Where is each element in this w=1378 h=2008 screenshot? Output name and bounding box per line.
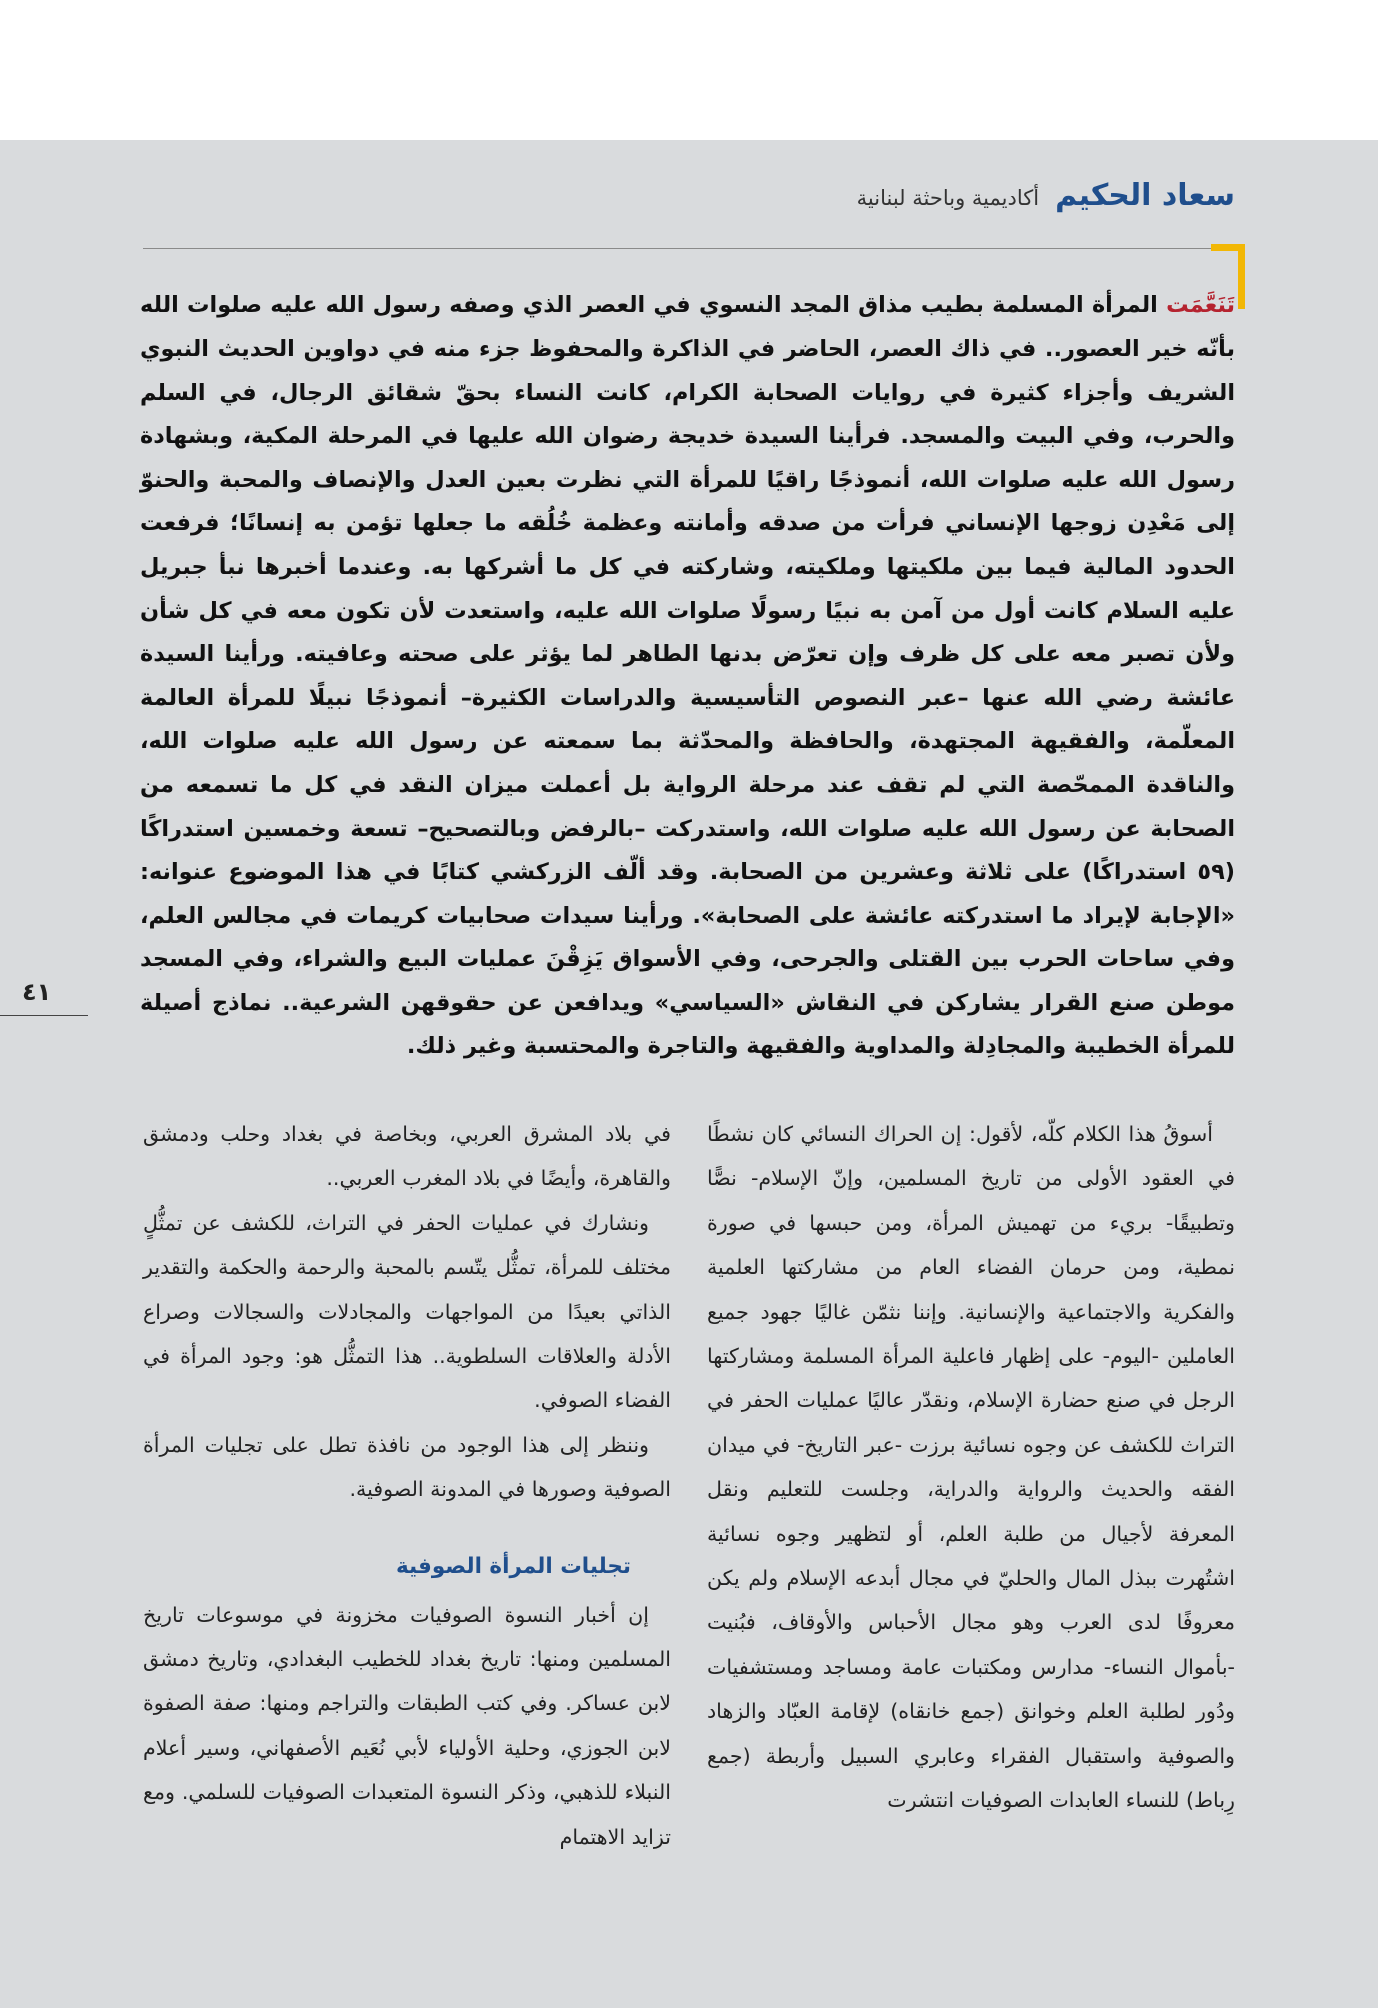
header-divider (143, 248, 1235, 249)
body-paragraph: في بلاد المشرق العربي، وبخاصة في بغداد وحلب ودمشق والقاهرة، وأيضًا في بلاد المغرب العربي.. (143, 1122, 671, 1191)
body-paragraph: أسوقُ هذا الكلام كلّه، لأقول: إن الحراك النسائي كان نشطًا في العقود الأولى من تاريخ المسلمين، وإنّ الإسلام- نصًّا وتطبيقًا- بريء من تهميش المرأة، ومن حبسها في صورة نمطية، ومن حرمان الفضاء العام من مشاركتها العلمية والفكرية والاجتماعية والإنسانية. وإننا نثمّن غاليًا جهود جميع العاملين -اليوم- على إظهار فاعلية المرأة المسلمة ومشاركتها الرجل في صنع حضارة الإسلام، ونقدّر عاليًا عمليات الحفر في التراث للكشف عن وجوه نسائية برزت -عبر التاريخ- في ميدان الفقه والحديث والرواية والدراية، وجلست للتعليم ونقل المعرفة لأجيال من طلبة العلم، أو لتظهير وجوه نسائية اشتُهرت ببذل المال والحليّ في مجال أبدعه الإسلام ولم يكن معروفًا لدى العرب وهو مجال الأحباس والأوقاف، فبُنيت -بأموال النساء- مدارس ومكتبات عامة ومساجد ومستشفيات ودُور لطلبة العلم وخوانق (جمع خانقاه) لإقامة العبّاد والزهاد والصوفية واستقبال الفقراء وعابري السبيل وأربطة (جمع رِباط) للنساء العابدات الصوفيات انتشرت (707, 1122, 1235, 1813)
body-column-right (707, 1112, 1235, 1823)
lead-first-word: تَنَعَّمَت (1166, 292, 1235, 319)
lead-text: المرأة المسلمة بطيب مذاق المجد النسوي في العصر الذي وصفه رسول الله عليه صلوات الله بأنّه خير العصور.. في ذاك العصر، الحاضر في الذاكرة والمحفوظ جزء منه في دواوين الحديث النبوي الشريف وأجزاء كثيرة في روايات الصحابة الكرام، كانت النساء بحقّ شقائق الرجال، في السلم والحرب، وفي البيت والمسجد. فرأينا السيدة خديجة رضوان الله عليها في المرحلة المكية، وبشهادة رسول الله عليه صلوات الله، أنموذجًا راقيًا للمرأة التي نظرت بعين العدل والإنصاف والمحبة والحنوّ إلى مَعْدِن زوجها الإنساني فرأت من صدقه وأمانته وعظمة خُلُقه ما جعلها تؤمن به إنسانًا؛ فرفعت الحدود المالية فيما بين ملكيتها وملكيته، وشاركته في كل ما أشركها به. وعندما أخبرها نبأ جبريل عليه السلام كانت أول من آمن به نبيًا رسولًا صلوات الله عليه، واستعدت لأن تكون معه في كل شأن ولأن تصبر معه على كل ظرف وإن تعرّض بدنها الطاهر لما يؤثر على صحته وعافيته. ورأينا السيدة عائشة رضي الله عنها –عبر النصوص التأسيسية والدراسات الكثيرة– أنموذجًا نبيلًا للمرأة العالمة المعلّمة، والفقيهة المجتهدة، والحافظة والمحدّثة بما سمعته عن رسول الله عليه صلوات الله، والناقدة الممحّصة التي لم تقف عند مرحلة الرواية بل أعملت ميزان النقد في كل ما تسمعه من الصحابة عن رسول الله عليه صلوات الله، واستدركت –بالرفض وبالتصحيح– تسعة وخمسين استدراكًا (٥٩ استدراكًا) على ثلاثة وعشرين من الصحابة. وقد ألّف الزركشي كتابًا في هذا الموضوع عنوانه: «الإجابة لإيراد ما استدركته عائشة على الصحابة». ورأينا سيدات صحابيات كريمات في مجالس العلم، وفي ساحات الحرب بين القتلى والجرحى، وفي الأسواق يَزِقْنَ عمليات البيع والشراء، وفي المسجد موطن صنع القرار يشاركن في النقاش «السياسي» ويدافعن عن حقوقهن الشرعية.. نماذج أصيلة للمرأة الخطيبة والمجادِلة والمداوية والفقيهة والتاجرة والمحتسبة وغير ذلك. (140, 292, 1235, 1060)
author-role: أكاديمية وباحثة لبنانية (856, 186, 1040, 210)
body-paragraph: وننظر إلى هذا الوجود من نافذة تطل على تجليات المرأة الصوفية وصورها في المدونة الصوفية. (143, 1432, 671, 1502)
author-byline (857, 178, 1235, 213)
page-number: ٤١ (22, 978, 52, 1006)
body-paragraph: ونشارك في عمليات الحفر في التراث، للكشف عن تمثُّلٍ مختلف للمرأة، تمثُّل يتّسم بالمحبة والرحمة والحكمة والتقدير الذاتي بعيدًا من المواجهات والمجادلات والسجالات وصراع الأدلة والعلاقات السلطوية.. هذا التمثُّل هو: وجود المرأة في الفضاء الصوفي. (143, 1210, 671, 1413)
page-number-rule (0, 1015, 88, 1016)
body-column-left (143, 1112, 671, 1859)
body-paragraph: إن أخبار النسوة الصوفيات مخزونة في موسوعات تاريخ المسلمين ومنها: تاريخ بغداد للخطيب البغدادي، وتاريخ دمشق لابن عساكر. وفي كتب الطبقات والتراجم ومنها: صفة الصفوة لابن الجوزي، وحلية الأولياء لأبي نُعَيم الأصفهاني، وسير أعلام النبلاء للذهبي، وذكر النسوة المتعبدات الصوفيات للسلمي. ومع تزايد الاهتمام (143, 1602, 671, 1849)
section-heading: تجليات المرأة الصوفية (395, 1553, 631, 1579)
author-name: سعاد الحكيم (1055, 178, 1235, 213)
lead-paragraph (140, 284, 1235, 1069)
